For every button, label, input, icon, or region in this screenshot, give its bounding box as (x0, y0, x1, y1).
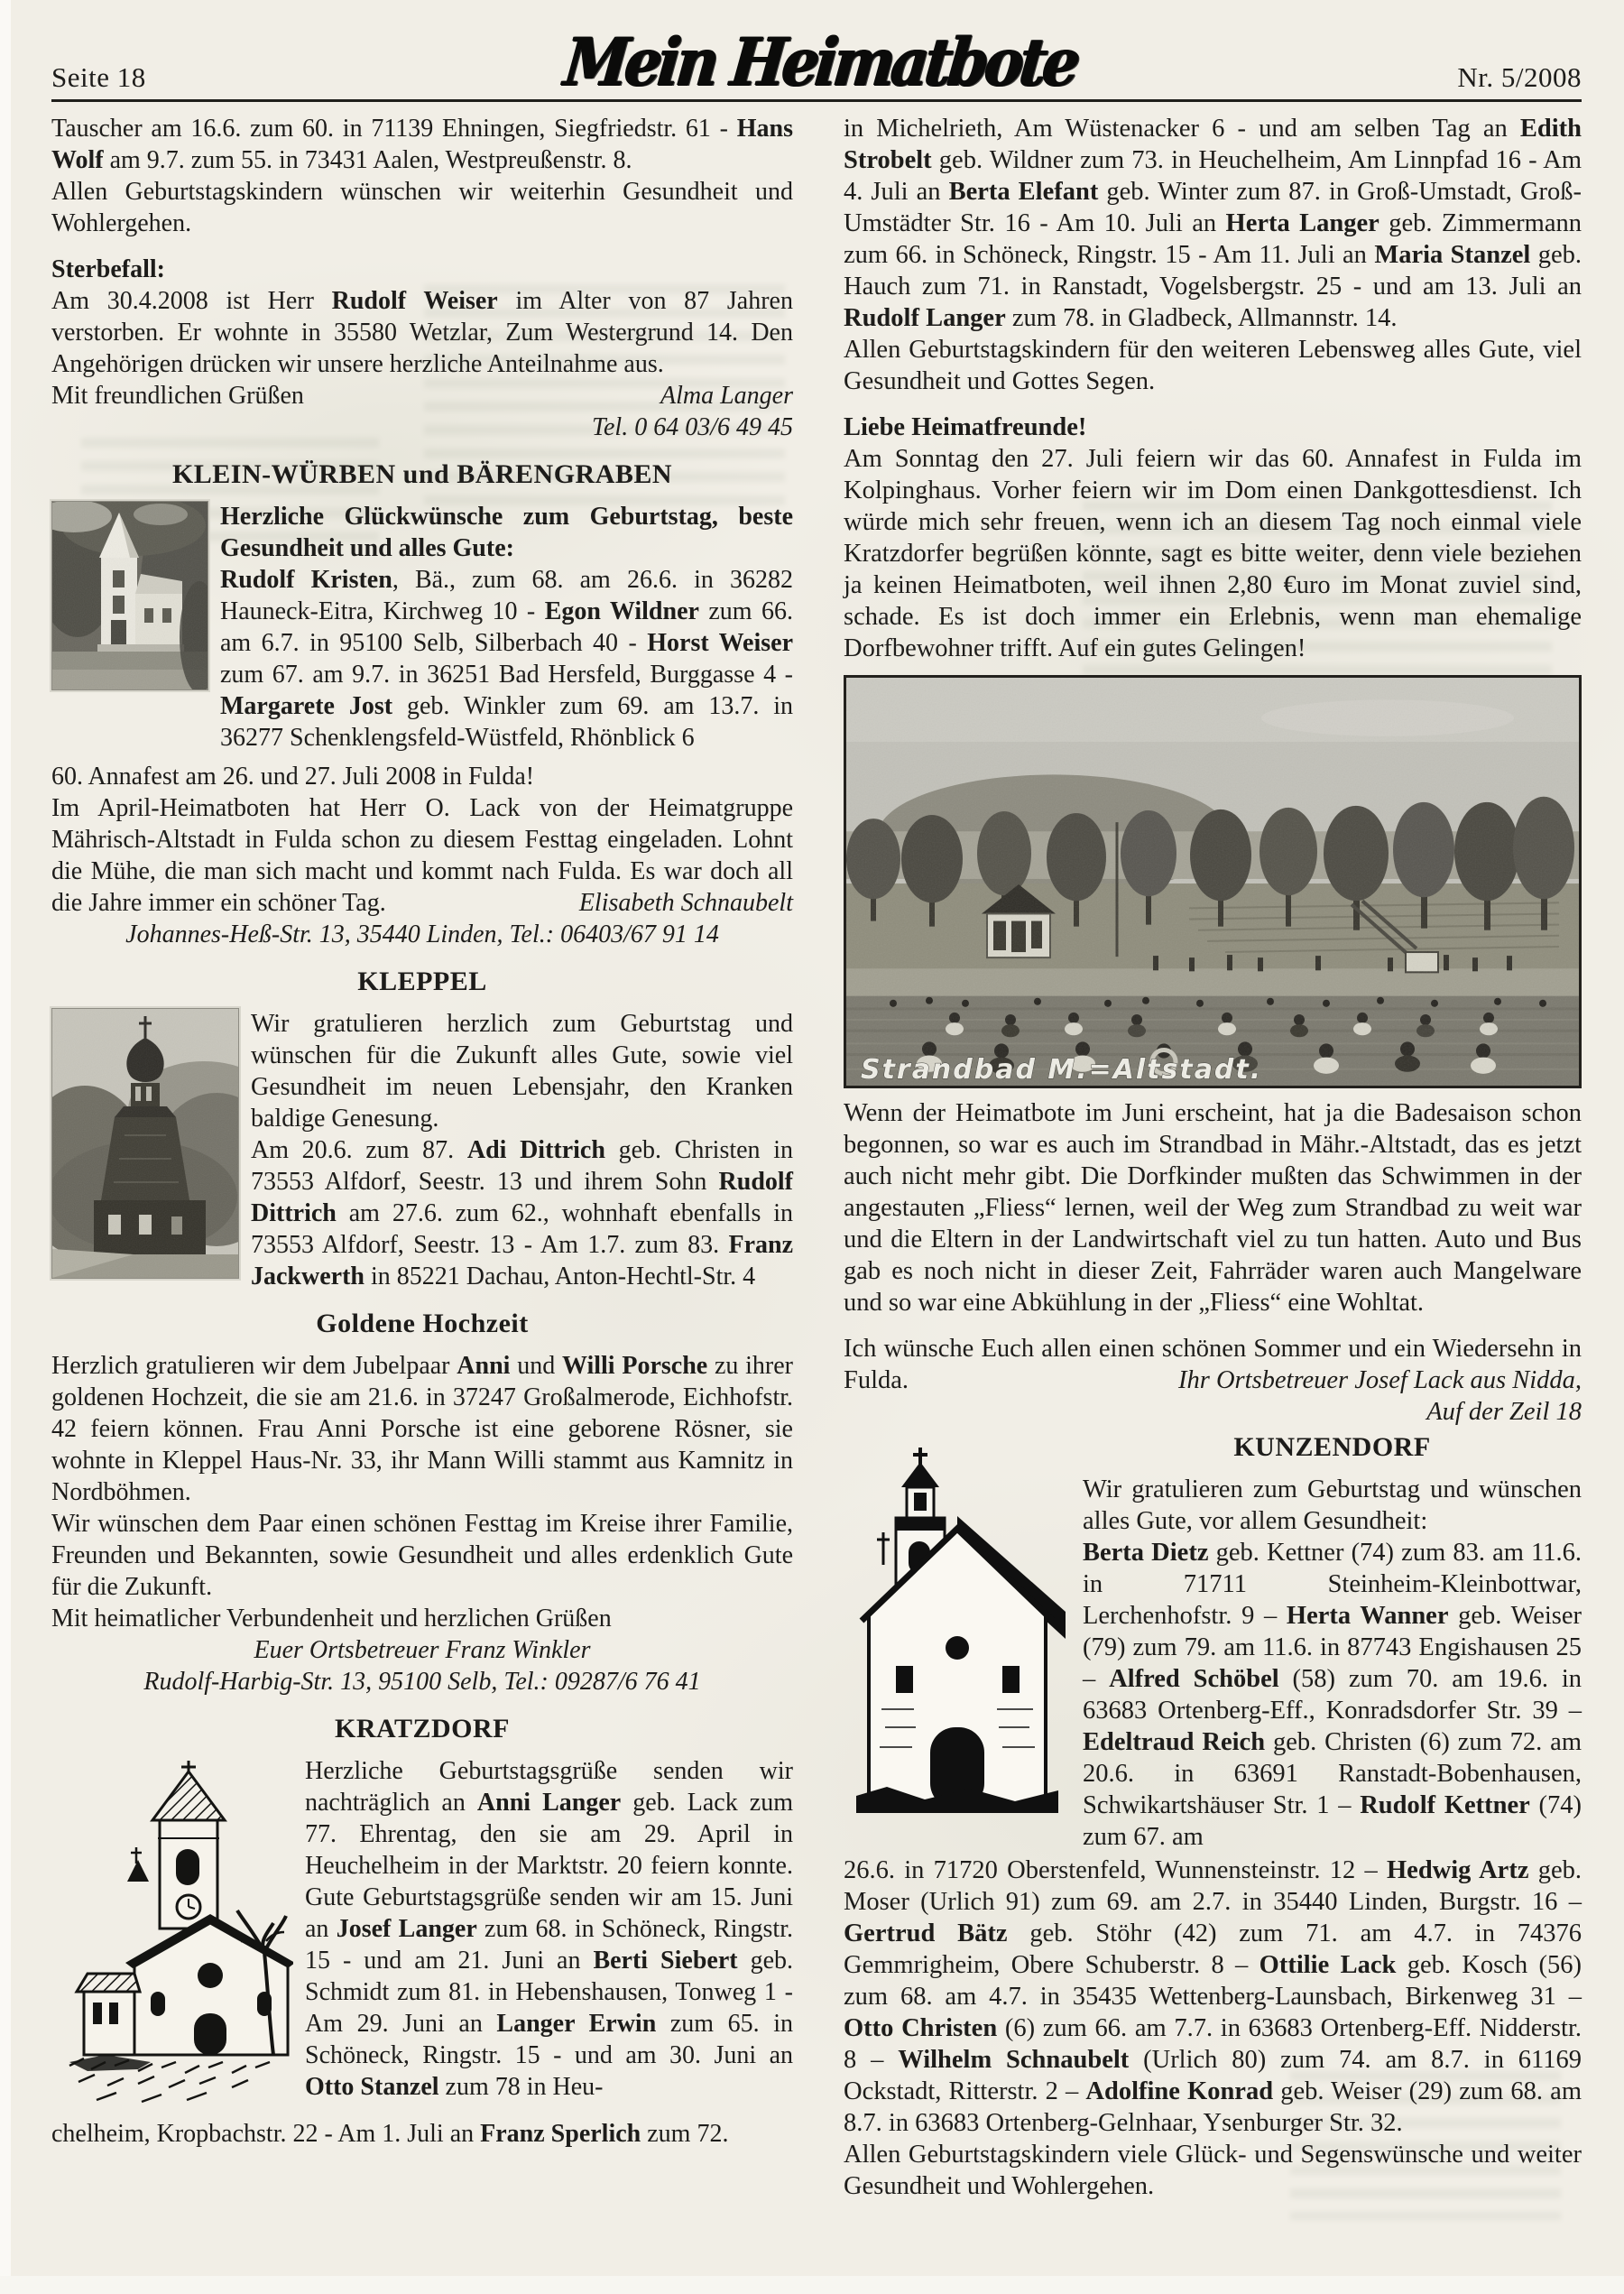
issue-number: Nr. 5/2008 (1457, 61, 1582, 93)
church-ink-drawing (51, 1755, 293, 2116)
kleppel-text: Wir gratulieren herzlich zum Geburtstag und wünschen für die Zukunft alles Gute, sowie viel Gesundheit im neuen Lebensjahr, den Kranken baldige Genesung. Am 20.6. zum 87. Adi Dittrich geb. Christen in 73553 Alfdorf, Seestr. 13 und ihrem Sohn Rudolf Dittrich am 27.6. zum 62., wohnhaft ebenfalls in 73553 Alfdorf, Seestr. 13 - Am 1.7. zum 83. Franz Jackwerth in 85221 Dachau, Anton-Hechtl-Str. 4 (251, 1010, 793, 1290)
kleinwuerben-church-photo (51, 501, 208, 690)
heimatfreunde-paragraph: Am Sonntag den 27. Juli feiern wir das 60. Annafest in Fulda im Kolpinghaus. Vorher feiern wir im Dom einen Dankgottesdienst. Ich würde mich sehr freuen, wenn ich an diesem Tag noch einmal viele Kratzdorfer begrüßen könnte, sagt es bitte weiter, denn viele beziehen ja keinen Heimatboten, weil ihnen 2,80 €uro im Monat zuviel sind, schade. Es ist doch immer ein Erlebnis, wenn man ehemalige Dorfbewohner trifft. Auf ein gutes Gelingen! (844, 445, 1582, 662)
kunzendorf-church-drawing (844, 1429, 1071, 1813)
kleppel-church-photo (51, 1008, 239, 1279)
page-content (51, 23, 1582, 2202)
kunzendorf-heading: KUNZENDORF (1233, 1432, 1431, 1462)
kunzendorf-text: Wir gratulieren zum Geburtstag und wünschen alles Gute, vor allem Gesundheit: Berta Dietz geb. Kettner (74) zum 83. am 11.6. in 71711 Steinheim-Kleinbottwar, Lerchenhofstr. 9 – Herta Wanner geb. Weiser (79) zum 79. am 11.6. in 87743 Engishausen 25 – Alfred Schöbel (58) zum 70. am 19.6. in 63683 Ortenberg-Eff., Konradsdorfer Str. 39 – Edeltraud Reich geb. Christen (6) zum 72. am 20.6. in 63691 Ranstadt-Bobenhausen, Schwikartshäuser Str. 1 – Rudolf Kettner (74) zum 67. am (1083, 1475, 1582, 1851)
kunzendorf-section (844, 1429, 1582, 1853)
lack-address: Auf der Zeil 18 (1426, 1398, 1582, 1426)
winkler-signature: Euer Ortsbetreuer Franz Winkler (254, 1636, 591, 1664)
wish-paragraph: Ich wünsche Euch allen einen schönen Sommer und ein Wiedersehn in Fulda. Ihr Ortsbetreuer Josef Lack aus Nidda, (844, 1335, 1582, 1394)
heimatfreunde-heading: Liebe Heimatfreunde! (844, 413, 1087, 441)
goldene-hochzeit-paragraph: Herzlich gratulieren wir dem Jubelpaar Anni und Willi Porsche zu ihrer goldenen Hochzeit, die sie am 21.6. in 37247 Großalmerode, Eichhofstr. 42 feiern können. Frau Anni Porsche ist eine geborene Rösner, sie wohnte in Kleppel Haus-Nr. 33, ihr Mann Willi stammt aus Kamnitz in Nordböhmen. Wir wünschen dem Paar einen schönen Festtag im Kreise ihrer Familie, Freunden und Bekannten, sowie Gesundheit und alles erdenklich Gute für die Zukunft. Mit heimatlicher Verbundenheit und herzlichen Grüßen (51, 1352, 794, 1633)
signature-name: Alma Langer (660, 382, 793, 410)
birthday-intro-paragraph: Tauscher am 16.6. zum 60. in 71139 Ehningen, Siegfriedstr. 61 - Hans Wolf am 9.7. zum 55. in 73431 Aalen, Westpreußenstr. 8. Allen Geburtstagskindern wünschen wir weiterhin Gesundheit und Wohlergehen. (51, 115, 793, 237)
goldene-hochzeit-heading: Goldene Hochzeit (316, 1309, 529, 1338)
strandbad-photo-illustration (846, 678, 1579, 1086)
annafest-address: Johannes-Heß-Str. 13, 35440 Linden, Tel.: 06403/67 91 14 (125, 920, 719, 948)
masthead-title: Mein Heimatbote (560, 23, 1081, 102)
page-header (51, 23, 1582, 102)
photo-caption: Strandbad M.=Altstadt. (861, 1053, 1263, 1086)
strandbad-paragraph: Wenn der Heimatbote im Juni erscheint, hat ja die Badesaison schon begonnen, so war es auch im Strandbad in Mähr.-Altstadt, das es jetzt auch nicht mehr gibt. Die Dorfkinder mußten das Schwimmen in der angestauten „Fliess“ lernen, weil der Weg zum Strandbad zu weit war und die Eltern in der Landwirtschaft viel zu tun hatten. Auto und Bus gab es noch nicht in dieser Zeit, Fahrräder waren auch Mangelware und so war eine Abkühlung in der „Fliess“ eine Wohltat. (844, 1099, 1582, 1317)
sterbefall-paragraph: Am 30.4.2008 ist Herr Rudolf Weiser im Alter von 87 Jahren verstorben. Er wohnte in 35580 Wetzlar, Zum Westergrund 14. Den Angehörigen drücken wir unsere herzliche Anteilnahme aus. (51, 287, 793, 378)
kleppel-section (51, 1008, 793, 1292)
kunzendorf-body (1083, 1429, 1582, 1853)
kratzdorf-continuation: chelheim, Kropbachstr. 22 - Am 1. Juli an Franz Sperlich zum 72. (51, 2120, 729, 2148)
kratzdorf-heading: KRATZDORF (335, 1714, 510, 1744)
kratzdorf-section (51, 1755, 793, 2116)
kleppel-heading: KLEPPEL (357, 967, 487, 996)
winkler-address: Rudolf-Harbig-Str. 13, 95100 Selb, Tel.: 09287/6 76 41 (143, 1668, 701, 1696)
kleinwuerben-heading: KLEIN-WÜRBEN und BÄRENGRABEN (171, 459, 673, 489)
sterbefall-heading: Sterbefall: (51, 255, 165, 283)
church-photo-illustration (52, 502, 208, 689)
birthday-list-paragraph: in Michelrieth, Am Wüstenacker 6 - und am selben Tag an Edith Strobelt geb. Wildner zum 73. in Heuchelheim, Am Linnpfad 16 - Am 4. Juli an Berta Elefant geb. Winter zum 87. in Groß-Umstadt, Groß-Umstädter Str. 16 - Am 10. Juli an Herta Langer geb. Zimmermann zum 66. in Schöneck, Ringstr. 15 - Am 11. Juli an Maria Stanzel geb. Hauch zum 71. in Ranstadt, Vogelsbergstr. 25 - und am 13. Juli an Rudolf Langer zum 78. in Gladbeck, Allmannstr. 14. Allen Geburtstagskindern für den weiteren Lebensweg alles Gute, viel Gesundheit und Gottes Segen. (844, 115, 1582, 395)
onion-dome-church-illustration (52, 1009, 238, 1278)
kleinwuerben-section (51, 501, 793, 754)
closing-row (51, 380, 793, 412)
church-ink-drawing (844, 1429, 1071, 1813)
page-number: Seite 18 (51, 61, 146, 93)
strandbad-photo (844, 675, 1582, 1088)
greeting-text: Mit freundlichen Grüßen (51, 382, 304, 410)
article-columns (51, 113, 1582, 2202)
kleinwuerben-text: Herzliche Glückwünsche zum Geburtstag, beste Gesundheit und alles Gute: Rudolf Kristen, Bä., zum 68. am 26.6. in 36282 Hauneck-Eitra, Kirchweg 10 - Egon Wildner zum 66. am 6.7. in 95100 Selb, Silberbach 40 - Horst Weiser zum 67. am 9.7. in 36251 Bad Hersfeld, Burggasse 4 - Margarete Jost geb. Winkler zum 69. am 13.7. in 36277 Schenklengsfeld-Wüstfeld, Rhönblick 6 (220, 503, 794, 752)
kunzendorf-continuation: 26.6. in 71720 Oberstenfeld, Wunnensteinstr. 12 – Hedwig Artz geb. Moser (Urlich 91) zum 69. am 2.7. in 35440 Linden, Burgstr. 16 – Gertrud Bätz geb. Stöhr (42) zum 71. am 4.7. in 74376 Gemmrigheim, Obere Schuberstr. 8 – Ottilie Lack geb. Kosch (56) zum 68. am 4.7. in 35435 Wettenberg-Launsbach, Birkenweg 31 – Otto Christen (6) zum 66. am 7.7. in 63683 Ortenberg-Eff. Nidderstr. 8 – Wilhelm Schnaubelt (Urlich 80) zum 74. am 8.7. in 61169 Ockstadt, Ritterstr. 2 – Adolfine Konrad geb. Weiser (29) zum 68. am 8.7. in 63683 Ortenberg-Gelnhaar, Ysenburger Str. 32. Allen Geburtstagskindern viele Glück- und Segenswünsche und weiter Gesundheit und Wohlergehen. (844, 1856, 1582, 2200)
kratzdorf-text: Herzliche Geburtstagsgrüße senden wir nachträglich an Anni Langer geb. Lack zum 77. Ehrentag, den sie am 29. April in Heuchelheim in der Marktstr. 20 feiern konnte. Gute Geburtstagsgrüße senden wir am 15. Juni an Josef Langer zum 68. in Schöneck, Ringstr. 15 - und am 21. Juni an Berti Siebert geb. Schmidt zum 81. in Hebenshausen, Tonweg 1 - Am 29. Juni an Langer Erwin zum 65. in Schöneck, Ringstr. 15 - und am 30. Juni an Otto Stanzel zum 78 in Heu- (305, 1757, 794, 2101)
scan-edge-bottom (0, 2276, 1624, 2294)
signature-phone: Tel. 0 64 03/6 49 45 (592, 413, 793, 441)
scan-edge-left (0, 0, 11, 2294)
kratzdorf-church-drawing (51, 1755, 293, 2116)
annafest-paragraph: 60. Annafest am 26. und 27. Juli 2008 in Fulda! Im April-Heimatboten hat Herr O. Lack von der Heimatgruppe Mährisch-Altstadt in Fulda schon zu diesem Festtag eingeladen. Lohnt die Mühe, die man sich macht und kommt nach Fulda. Es war doch all die Jahre immer ein schöner Tag. Elisabeth Schnaubelt (51, 763, 793, 917)
left-column (51, 113, 793, 2150)
right-column (844, 113, 1582, 2202)
